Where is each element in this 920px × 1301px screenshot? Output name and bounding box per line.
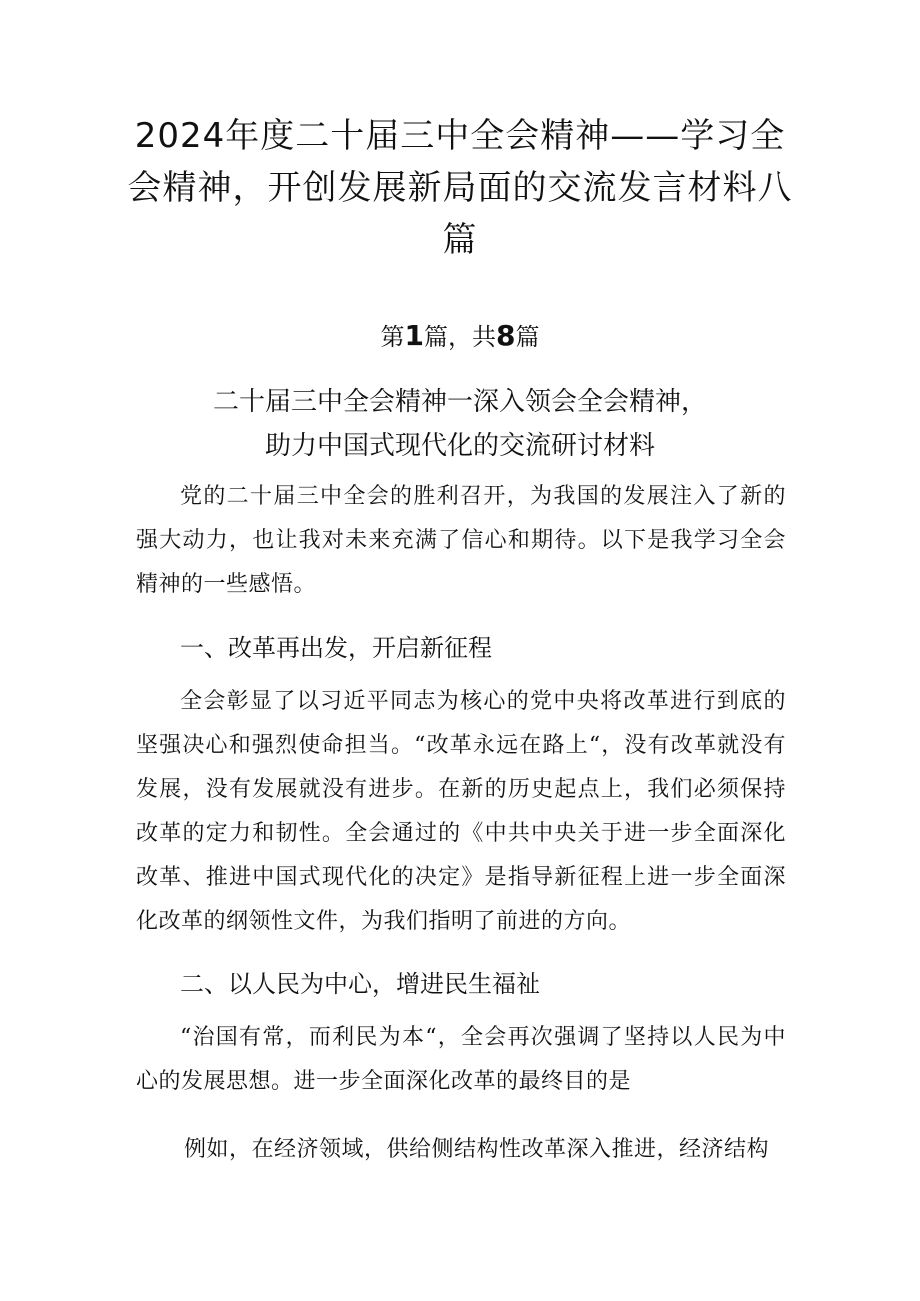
part-current-number: 1 bbox=[404, 319, 424, 352]
article-title-line2: 助力中国式现代化的交流研讨材料 bbox=[264, 431, 655, 461]
section1-heading: 一、改革再出发，开启新征程 bbox=[180, 634, 492, 662]
article-title-line1: 二十届三中全会精神一深入领会全会精神， bbox=[212, 387, 707, 417]
section2-heading: 二、以人民为中心，增进民生福祉 bbox=[180, 970, 540, 998]
article-title bbox=[120, 380, 800, 468]
section2-continued-paragraph: 例如，在经济领域，供给侧结构性改革深入推进，经济结构 bbox=[184, 1137, 770, 1162]
part-suffix: 篇 bbox=[515, 323, 540, 351]
intro-paragraph: 党的二十届三中全会的胜利召开，为我国的发展注入了新的强大动力，也让我对未来充满了信心和期待。以下是我学习全会精神的一些感悟。 bbox=[136, 484, 786, 597]
part-total-number: 8 bbox=[496, 319, 516, 352]
section1-paragraph: 全会彰显了以习近平同志为核心的党中央将改革进行到底的坚强决心和强烈使命担当。“改革永远在路上“，没有改革就没有发展，没有发展就没有进步。在新的历史起点上，我们必须保持改革的定力和韧性。全会通过的《中共中央关于进一步全面深化改革、推进中国式现代化的决定》是指导新征程上进一步全面深化改革的纲领性文件，为我们指明了前进的方向。 bbox=[136, 689, 786, 934]
document-title: 2024年度二十届三中全会精神——学习全会精神，开创发展新局面的交流发言材料八篇 bbox=[127, 116, 793, 260]
part-prefix: 第 bbox=[380, 323, 405, 351]
section2-paragraph: “治国有常，而利民为本“，全会再次强调了坚持以人民为中心的发展思想。进一步全面深化改革的最终目的是 bbox=[136, 1025, 786, 1094]
part-middle: 篇，共 bbox=[424, 323, 496, 351]
part-indicator bbox=[0, 320, 920, 353]
